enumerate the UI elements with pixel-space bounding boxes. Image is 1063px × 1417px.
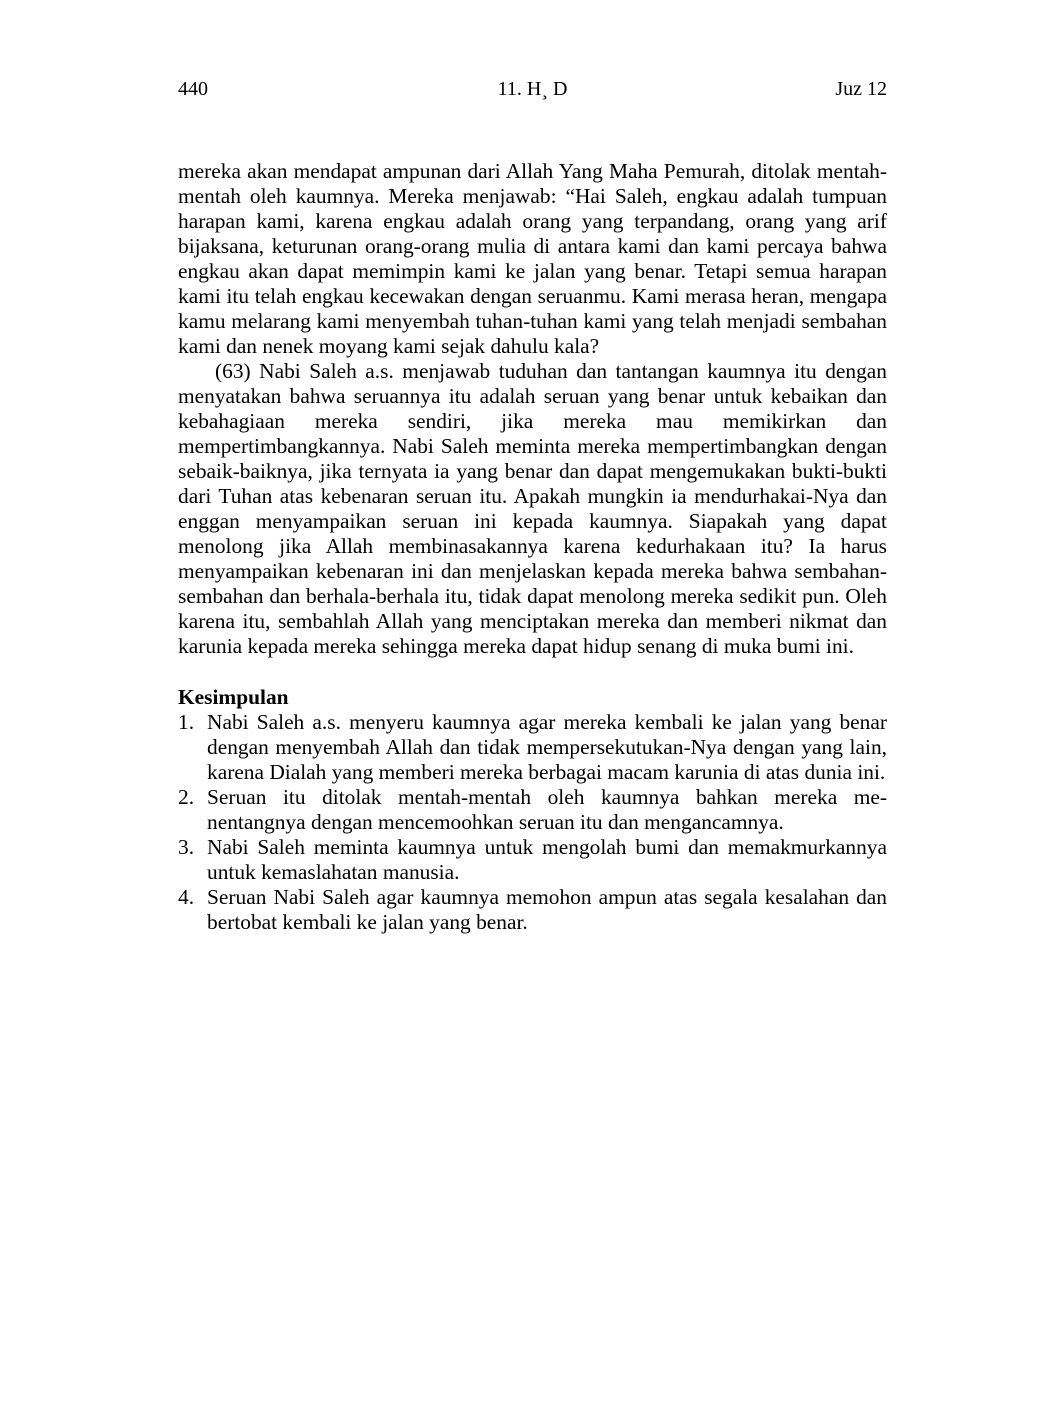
- conclusion-item-text: Seruan Nabi Saleh agar kaumnya memohon ampun atas segala kesalahan dan bertobat kembali ke jalan yang benar.: [207, 885, 887, 934]
- body-paragraph-2: (63) Nabi Saleh a.s. menjawab tuduhan dan tantangan kaumnya itu dengan menyatakan bahwa seruannya itu adalah seruan yang benar untuk kebaikan dan kebahagiaan mereka sendiri, jika mereka mau memikirkan dan mempertimbangkannya. Nabi Saleh meminta mereka mempertimbangkan dengan sebaik-baiknya, jika ternyata ia yang benar dan dapat mengemukakan bukti-bukti dari Tuhan atas kebenaran seruan itu. Apakah mungkin ia mendurhakai-Nya dan enggan menyampaikan seruan ini kepada kaumnya. Siapakah yang dapat menolong jika Allah membinasakannya karena kedurhakaan itu? Ia harus menyampaikan kebenaran ini dan menjelaskan kepada mereka bahwa sembahan-sembahan dan berhala-berhala itu, tidak dapat menolong mereka sedikit pun. Oleh karena itu, sembahlah Allah yang menciptakan mereka dan memberi nikmat dan karunia kepada mereka sehingga mereka dapat hidup senang di muka bumi ini.: [178, 359, 887, 658]
- page-header: [178, 76, 887, 102]
- conclusion-item: [178, 785, 887, 835]
- page-body: [178, 159, 887, 935]
- body-paragraph-1: mereka akan mendapat ampunan dari Allah Yang Maha Pemurah, ditolak mentah-mentah oleh kaumnya. Mereka menjawab: “Hai Saleh, engkau adalah tumpuan harapan kami, karena engkau adalah orang yang terpandang, orang yang arif bijaksana, keturunan orang-orang mulia di antara kami dan kami percaya bahwa engkau akan dapat memimpin kami ke jalan yang benar. Tetapi semua harapan kami itu telah engkau kecewakan dengan seruanmu. Kami merasa heran, mengapa kamu melarang kami menyembah tuhan-tuhan kami yang telah menjadi sembahan kami dan nenek moyang kami sejak dahulu kala?: [178, 159, 887, 358]
- conclusion-item: [178, 835, 887, 885]
- page-number: 440: [178, 78, 208, 100]
- conclusion-item: [178, 885, 887, 935]
- conclusion-item: [178, 710, 887, 785]
- conclusion-item-text: Nabi Saleh meminta kaumnya untuk mengolah bumi dan memakmurkannya untuk kemaslahatan manusia.: [207, 835, 887, 884]
- conclusion-list: [178, 710, 887, 935]
- conclusion-item-number: 4.: [178, 885, 195, 909]
- conclusion-heading: Kesimpulan: [178, 685, 289, 709]
- chapter-title: 11. H¸ D: [497, 78, 568, 100]
- juz-label: Juz 12: [835, 78, 887, 100]
- conclusion-item-number: 3.: [178, 835, 195, 859]
- conclusion-item-text: Nabi Saleh a.s. menyeru kaumnya agar mereka kembali ke jalan yang benar dengan menyembah Allah dan tidak mempersekutukan-Nya dengan yang lain, karena Dialah yang memberi mereka berbagai macam karunia di atas dunia ini.: [207, 710, 887, 784]
- conclusion-item-number: 2.: [178, 785, 195, 809]
- conclusion-item-number: 1.: [178, 710, 195, 734]
- conclusion-item-text: Seruan itu ditolak mentah-mentah oleh kaumnya bahkan mereka menentangnya dengan mencemoohkan seruan itu dan mengancamnya.: [207, 785, 887, 834]
